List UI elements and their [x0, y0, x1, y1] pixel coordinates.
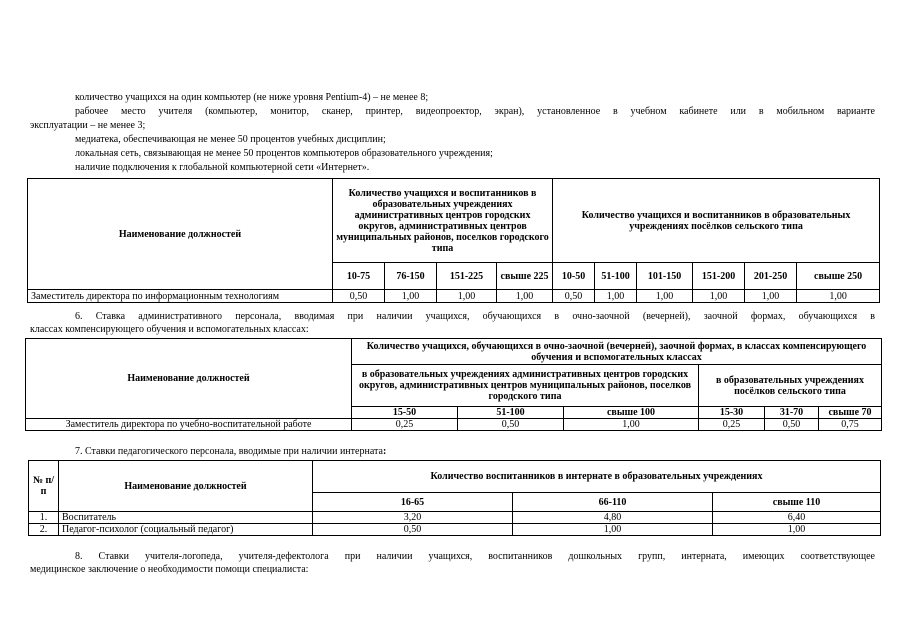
table-cell: 0,50: [765, 419, 819, 431]
table-cell: 0,25: [699, 419, 765, 431]
table-cell: 0,50: [333, 290, 385, 303]
para-7-text: 7. Ставки педагогического персонала, вводимые при наличии интерната: [75, 446, 383, 457]
table-cell: 1,00: [497, 290, 553, 303]
group-header-urban: в образовательных учреждениях административных центров городских округов, административных центров муниципальных районов, поселков городского типа: [352, 365, 699, 407]
group-header-evening: Количество учащихся, обучающихся в очно-заочной (вечерней), заочной формах, в классах компенсирующего обучения и вспомогательных классах: [352, 339, 882, 365]
table-row: [28, 290, 880, 303]
range-header: 51-100: [458, 407, 564, 419]
table-cell: 0,50: [313, 524, 513, 536]
table-cell: 1,00: [797, 290, 880, 303]
table-cell: 3,20: [313, 512, 513, 524]
para-7: [75, 446, 386, 458]
table-cell: 1,00: [385, 290, 437, 303]
table-cell: 0,75: [819, 419, 882, 431]
row-position-name: Заместитель директора по учебно-воспитательной работе: [26, 419, 352, 431]
para-6-line2: классах компенсирующего обучения и вспомогательных классах:: [30, 324, 309, 335]
table-cell: 0,25: [352, 419, 458, 431]
range-header: 151-200: [693, 263, 745, 290]
table-cell: 0,50: [458, 419, 564, 431]
col-header-number: № п/п: [29, 461, 59, 512]
intro-line-local-network: локальная сеть, связывающая не менее 50 процентов компьютеров образовательного учреждения;: [75, 148, 493, 159]
staffing-table-boarding: [28, 460, 881, 536]
intro-line-teacher-workplace: рабочее место учителя (компьютер, монитор, сканер, принтер, видеопроектор, экран), установленное в учебном кабинете или в мобильном варианте: [75, 106, 875, 117]
row-number: 1.: [29, 512, 59, 524]
table-cell: 1,00: [564, 419, 699, 431]
table-cell: 1,00: [513, 524, 713, 536]
table-cell: 6,40: [713, 512, 881, 524]
range-header: 10-75: [333, 263, 385, 290]
range-header: 31-70: [765, 407, 819, 419]
range-header: свыше 225: [497, 263, 553, 290]
table-cell: 1,00: [713, 524, 881, 536]
para-6-line1: 6. Ставка административного персонала, вводимая при наличии учащихся, обучающихся в очно-заочной (вечерней), заочной формах, обучающихся в: [75, 311, 875, 322]
table-cell: 4,80: [513, 512, 713, 524]
table-cell: 1,00: [693, 290, 745, 303]
row-position-name: Педагог-психолог (социальный педагог): [59, 524, 313, 536]
para-8-line2: медицинское заключение о необходимости помощи специалиста:: [30, 564, 309, 575]
table-cell: 1,00: [595, 290, 637, 303]
range-header: свыше 100: [564, 407, 699, 419]
intro-line-mediateka: медиатека, обеспечивающая не менее 50 процентов учебных дисциплин;: [75, 134, 386, 145]
staffing-table-it: [27, 178, 880, 303]
row-position-name: Воспитатель: [59, 512, 313, 524]
range-header: 15-50: [352, 407, 458, 419]
range-header: 16-65: [313, 493, 513, 512]
table-row: [29, 524, 881, 536]
col-header-position: Наименование должностей: [26, 339, 352, 419]
table-row: [26, 419, 882, 431]
col-header-position: Наименование должностей: [59, 461, 313, 512]
group-header-rural: Количество учащихся и воспитанников в образовательных учреждениях посёлков сельского типа: [553, 179, 880, 263]
intro-line-teacher-workplace-cont: эксплуатации – не менее 3;: [30, 120, 146, 131]
range-header: 15-30: [699, 407, 765, 419]
table-cell: 0,50: [553, 290, 595, 303]
table-cell: 1,00: [637, 290, 693, 303]
range-header: 201-250: [745, 263, 797, 290]
range-header: 151-225: [437, 263, 497, 290]
group-header-rural: в образовательных учреждениях посёлков сельского типа: [699, 365, 882, 407]
range-header: 101-150: [637, 263, 693, 290]
row-position-name: Заместитель директора по информационным технологиям: [28, 290, 333, 303]
range-header: свыше 70: [819, 407, 882, 419]
range-header: 10-50: [553, 263, 595, 290]
intro-line-computers: количество учащихся на один компьютер (не ниже уровня Pentium-4) – не менее 8;: [75, 92, 429, 103]
table-row: [29, 512, 881, 524]
para-8-line1: 8. Ставки учителя-логопеда, учителя-дефектолога при наличии учащихся, воспитанников дошкольных групп, интерната, имеющих соответствующее: [75, 551, 875, 562]
range-header: 51-100: [595, 263, 637, 290]
range-header: 66-110: [513, 493, 713, 512]
range-header: свыше 110: [713, 493, 881, 512]
group-header-boarding: Количество воспитанников в интернате в образовательных учреждениях: [313, 461, 881, 493]
group-header-urban: Количество учащихся и воспитанников в образовательных учреждениях административных центров городских округов, административных центров муниципальных районов, поселков городского типа: [333, 179, 553, 263]
range-header: свыше 250: [797, 263, 880, 290]
table-cell: 1,00: [437, 290, 497, 303]
staffing-table-evening: [25, 338, 882, 431]
row-number: 2.: [29, 524, 59, 536]
para-7-colon: :: [382, 446, 387, 457]
intro-line-internet: наличие подключения к глобальной компьютерной сети «Интернет».: [75, 162, 370, 173]
range-header: 76-150: [385, 263, 437, 290]
col-header-position: Наименование должностей: [28, 179, 333, 290]
table-cell: 1,00: [745, 290, 797, 303]
